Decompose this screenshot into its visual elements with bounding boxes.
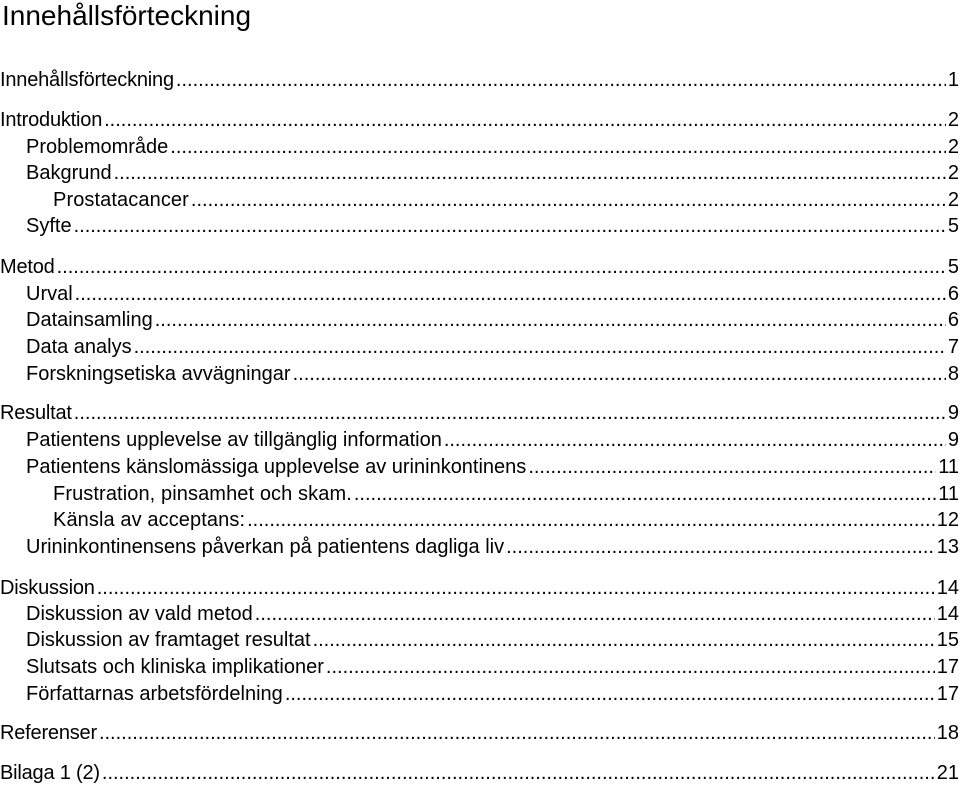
toc-entry-page: 11 — [938, 483, 959, 505]
toc-entry-page: 14 — [936, 603, 959, 625]
toc-entry[interactable] — [0, 600, 960, 626]
toc-entry-page: 21 — [936, 762, 959, 784]
toc-entry[interactable] — [0, 680, 960, 706]
toc-entry-page: 14 — [936, 577, 959, 599]
toc-entry-page: 13 — [936, 536, 959, 558]
toc-entry-label: Referenser — [0, 722, 97, 744]
toc-entry-page: 2 — [947, 162, 959, 184]
toc-entry[interactable] — [0, 133, 960, 159]
toc-entry-label: Bilaga 1 (2) — [0, 762, 100, 784]
dot-leader — [247, 508, 935, 532]
dot-leader — [444, 428, 946, 452]
toc-entry[interactable] — [0, 106, 960, 132]
dot-leader — [170, 135, 946, 159]
dot-leader — [326, 655, 935, 679]
toc-entry[interactable] — [0, 480, 960, 506]
toc-entry-label: Slutsats och kliniska implikationer — [26, 656, 324, 678]
toc-entry[interactable] — [0, 66, 960, 92]
toc-entry-label: Författarnas arbetsfördelning — [26, 683, 283, 705]
toc-entry-label: Introduktion — [0, 109, 103, 131]
toc-entry[interactable] — [0, 759, 960, 785]
dot-leader — [97, 576, 935, 600]
toc-entry[interactable] — [0, 360, 960, 386]
toc-entry-page: 2 — [947, 109, 959, 131]
dot-leader — [102, 761, 935, 785]
toc-entry[interactable] — [0, 506, 960, 532]
toc-entry[interactable] — [0, 453, 960, 479]
toc-entry[interactable] — [0, 306, 960, 332]
toc-entry-page: 6 — [947, 309, 959, 331]
toc-entry-page: 17 — [936, 656, 959, 678]
dot-leader — [313, 628, 935, 652]
toc-entry-label: Patientens känslomässiga upplevelse av urininkontinens — [26, 456, 527, 478]
dot-leader — [99, 721, 935, 745]
toc-entry-page: 6 — [947, 283, 959, 305]
toc-entry[interactable] — [0, 399, 960, 425]
toc-entry-label: Diskussion av vald metod — [26, 603, 253, 625]
toc-entry[interactable] — [0, 212, 960, 238]
dot-leader — [506, 535, 935, 559]
page-title: Innehållsförteckning — [2, 0, 252, 31]
toc-entry[interactable] — [0, 159, 960, 185]
toc-entry-label: Innehållsförteckning — [0, 69, 174, 91]
toc-entry-label: Urval — [26, 283, 73, 305]
toc-entry-label: Forskningsetiska avvägningar — [26, 363, 291, 385]
toc-entry-page: 1 — [947, 69, 959, 91]
toc-entry[interactable] — [0, 533, 960, 559]
toc-entry-page: 18 — [936, 722, 959, 744]
dot-leader — [285, 682, 935, 706]
toc-entry-page: 9 — [947, 429, 959, 451]
toc-entry[interactable] — [0, 574, 960, 600]
toc-entry-label: Problemområde — [26, 136, 169, 158]
toc-entry[interactable] — [0, 280, 960, 306]
toc-entry-label: Diskussion — [0, 577, 95, 599]
toc-entry[interactable] — [0, 719, 960, 745]
toc-entry-page: 8 — [947, 363, 959, 385]
toc-entry-page: 11 — [938, 456, 959, 478]
toc-entry[interactable] — [0, 333, 960, 359]
dot-leader — [74, 214, 946, 238]
toc-entry-label: Patientens upplevelse av tillgänglig information — [26, 429, 442, 451]
dot-leader — [255, 602, 935, 626]
dot-leader — [354, 482, 936, 506]
toc-entry-label: Frustration, pinsamhet och skam. — [53, 483, 352, 505]
toc-entry-page: 5 — [947, 215, 959, 237]
dot-leader — [191, 188, 946, 212]
dot-leader — [134, 335, 946, 359]
dot-leader — [293, 362, 946, 386]
toc-entry[interactable] — [0, 253, 960, 279]
toc-entry-page: 2 — [947, 189, 959, 211]
dot-leader — [114, 161, 946, 185]
dot-leader — [528, 455, 936, 479]
toc-entry[interactable] — [0, 426, 960, 452]
dot-leader — [74, 401, 946, 425]
toc-entry-page: 7 — [947, 336, 959, 358]
toc-entry-page: 5 — [947, 256, 959, 278]
toc-entry-label: Bakgrund — [26, 162, 112, 184]
toc-entry[interactable] — [0, 653, 960, 679]
toc-entry-page: 2 — [947, 136, 959, 158]
toc-entry-label: Resultat — [0, 402, 72, 424]
toc-entry-page: 17 — [936, 683, 959, 705]
toc-entry-label: Metod — [0, 256, 55, 278]
dot-leader — [104, 108, 946, 132]
toc-entry-label: Datainsamling — [26, 309, 153, 331]
toc-entry-label: Prostatacancer — [53, 189, 189, 211]
dot-leader — [155, 308, 946, 332]
toc-entry-label: Data analys — [26, 336, 132, 358]
toc-entry-page: 15 — [936, 629, 959, 651]
toc-entry-page: 12 — [936, 509, 959, 531]
toc-entry[interactable] — [0, 626, 960, 652]
toc-entry-label: Känsla av acceptans: — [53, 509, 246, 531]
toc-entry-label: Urininkontinensens påverkan på patientens dagliga liv — [26, 536, 505, 558]
dot-leader — [176, 68, 946, 92]
toc-entry-page: 9 — [947, 402, 959, 424]
toc-entry-label: Diskussion av framtaget resultat — [26, 629, 311, 651]
toc-entry[interactable] — [0, 186, 960, 212]
toc-entry-label: Syfte — [26, 215, 72, 237]
dot-leader — [57, 255, 946, 279]
dot-leader — [75, 282, 946, 306]
